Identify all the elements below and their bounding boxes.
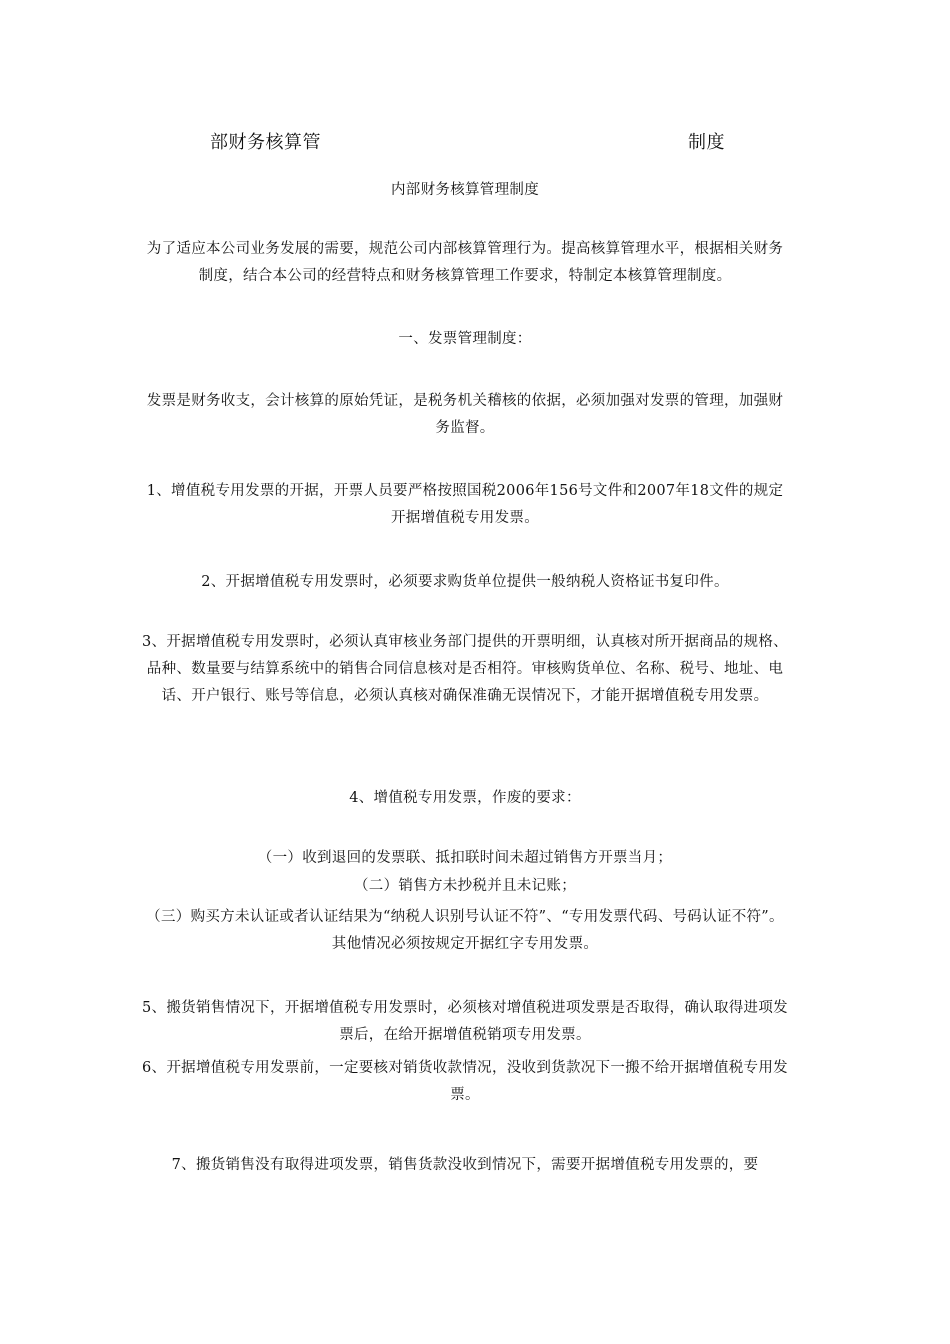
- list-item-3: 3、开据增值税专用发票时，必须认真审核业务部门提供的开票明细，认真核对所开据商品的规格、品种、数量要与结算系统中的销售合同信息核对是否相符。审核购货单位、名称、税号、地址、电话、开户银行、账号等信息，必须认真核对确保准确无误情况下，才能开据增值税专用发票。: [142, 634, 788, 704]
- list-item-6: 6、开据增值税专用发票前，一定要核对销货收款情况，没收到货款况下一搬不给开据增值税专用发票。: [142, 1060, 788, 1103]
- page-header-left: 部财务核算管: [210, 132, 321, 153]
- intro-paragraph: 为了适应本公司业务发展的需要，规范公司内部核算管理行为。提高核算管理水平，根据相关财务制度，结合本公司的经营特点和财务核算管理工作要求，特制定本核算管理制度。: [146, 241, 784, 284]
- list-item-1: 1、增值税专用发票的开据，开票人员要严格按照国税2006年156号文件和2007年18文件的规定开据增值税专用发票。: [146, 483, 784, 526]
- document-title: 内部财务核算管理制度: [391, 182, 539, 198]
- list-item-5: 5、搬货销售情况下，开据增值税专用发票时，必须核对增值税进项发票是否取得，确认取得进项发票后，在给开据增值税销项专用发票。: [142, 1000, 788, 1043]
- list-item-4-sub-1: （一）收到退回的发票联、抵扣联时间未超过销售方开票当月；: [257, 850, 673, 866]
- section-intro-paragraph: 发票是财务收支，会计核算的原始凭证，是税务机关稽核的依据，必须加强对发票的管理，加强财务监督。: [146, 393, 784, 436]
- list-item-4-sub-2: （二）销售方未抄税并且未记账；: [354, 878, 576, 894]
- page-header-right: 制度: [688, 132, 725, 153]
- list-item-4: 4、增值税专用发票，作废的要求：: [349, 790, 581, 806]
- section-heading-invoice: 一、发票管理制度：: [398, 331, 532, 347]
- list-item-2: 2、开据增值税专用发票时，必须要求购货单位提供一般纳税人资格证书复印件。: [201, 574, 729, 590]
- list-item-4-sub-3: （三）购买方未认证或者认证结果为“纳税人识别号认证不符”、“专用发票代码、号码认证不符”。其他情况必须按规定开据红字专用发票。: [146, 909, 784, 952]
- list-item-7: 7、搬货销售没有取得进项发票，销售货款没收到情况下，需要开据增值税专用发票的，要: [171, 1157, 759, 1173]
